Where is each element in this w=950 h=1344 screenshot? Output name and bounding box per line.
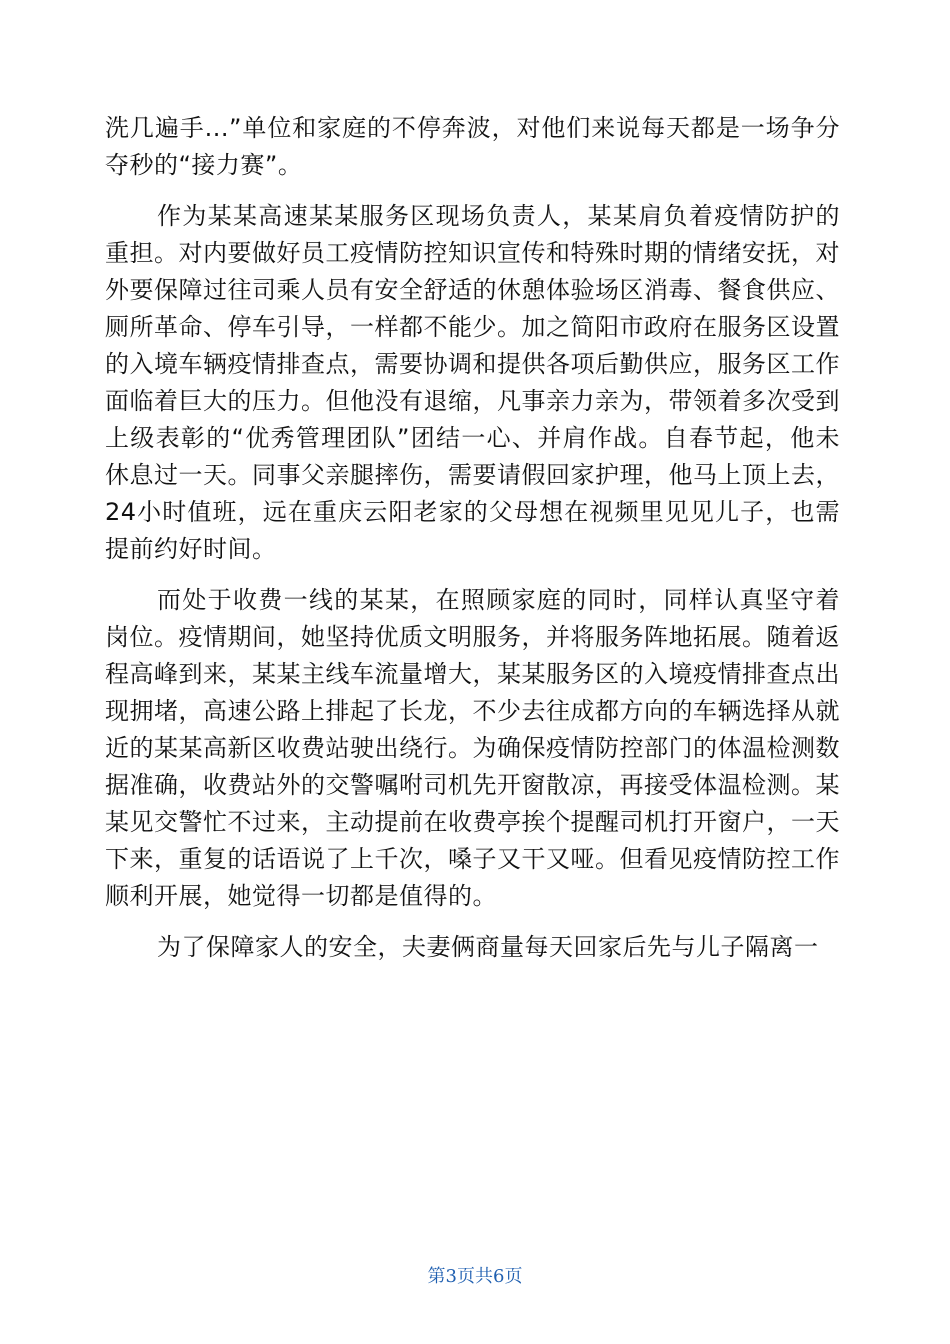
paragraph-3: 而处于收费一线的某某，在照顾家庭的同时，同样认真坚守着岗位。疫情期间，她坚持优质文明服务，并将服务阵地拓展。随着返程高峰到来，某某主线车流量增大，某某服务区的入境疫情排查点出现拥堵，高速公路上排起了长龙，不少去往成都方向的车辆选择从就近的某某高新区收费站驶出绕行。为确保疫情防控部门的体温检测数据准确，收费站外的交警嘱咐司机先开窗散凉，再接受体温检测。某某见交警忙不过来，主动提前在收费亭挨个提醒司机打开窗户，一天下来，重复的话语说了上千次，嗓子又干又哑。但看见疫情防控工作顺利开展，她觉得一切都是值得的。 (105, 586, 840, 910)
page-number-footer: 第3页共6页 (427, 1266, 523, 1287)
paragraph-4: 为了保障家人的安全，夫妻俩商量每天回家后先与儿子隔离一 (157, 933, 819, 961)
document-body (105, 110, 840, 966)
paragraph-1: 洗几遍手...”单位和家庭的不停奔波，对他们来说每天都是一场争分夺秒的“接力赛”。 (105, 114, 840, 179)
paragraph-2: 作为某某高速某某服务区现场负责人，某某肩负着疫情防护的重担。对内要做好员工疫情防控知识宣传和特殊时期的情绪安抚，对外要保障过往司乘人员有安全舒适的休憩体验场区消毒、餐食供应、厕所革命、停车引导，一样都不能少。加之简阳市政府在服务区设置的入境车辆疫情排查点，需要协调和提供各项后勤供应，服务区工作面临着巨大的压力。但他没有退缩，凡事亲力亲为，带领着多次受到上级表彰的“优秀管理团队”团结一心、并肩作战。自春节起，他未休息过一天。同事父亲腿摔伤，需要请假回家护理，他马上顶上去，24小时值班，远在重庆云阳老家的父母想在视频里见见儿子，也需提前约好时间。 (105, 202, 840, 563)
